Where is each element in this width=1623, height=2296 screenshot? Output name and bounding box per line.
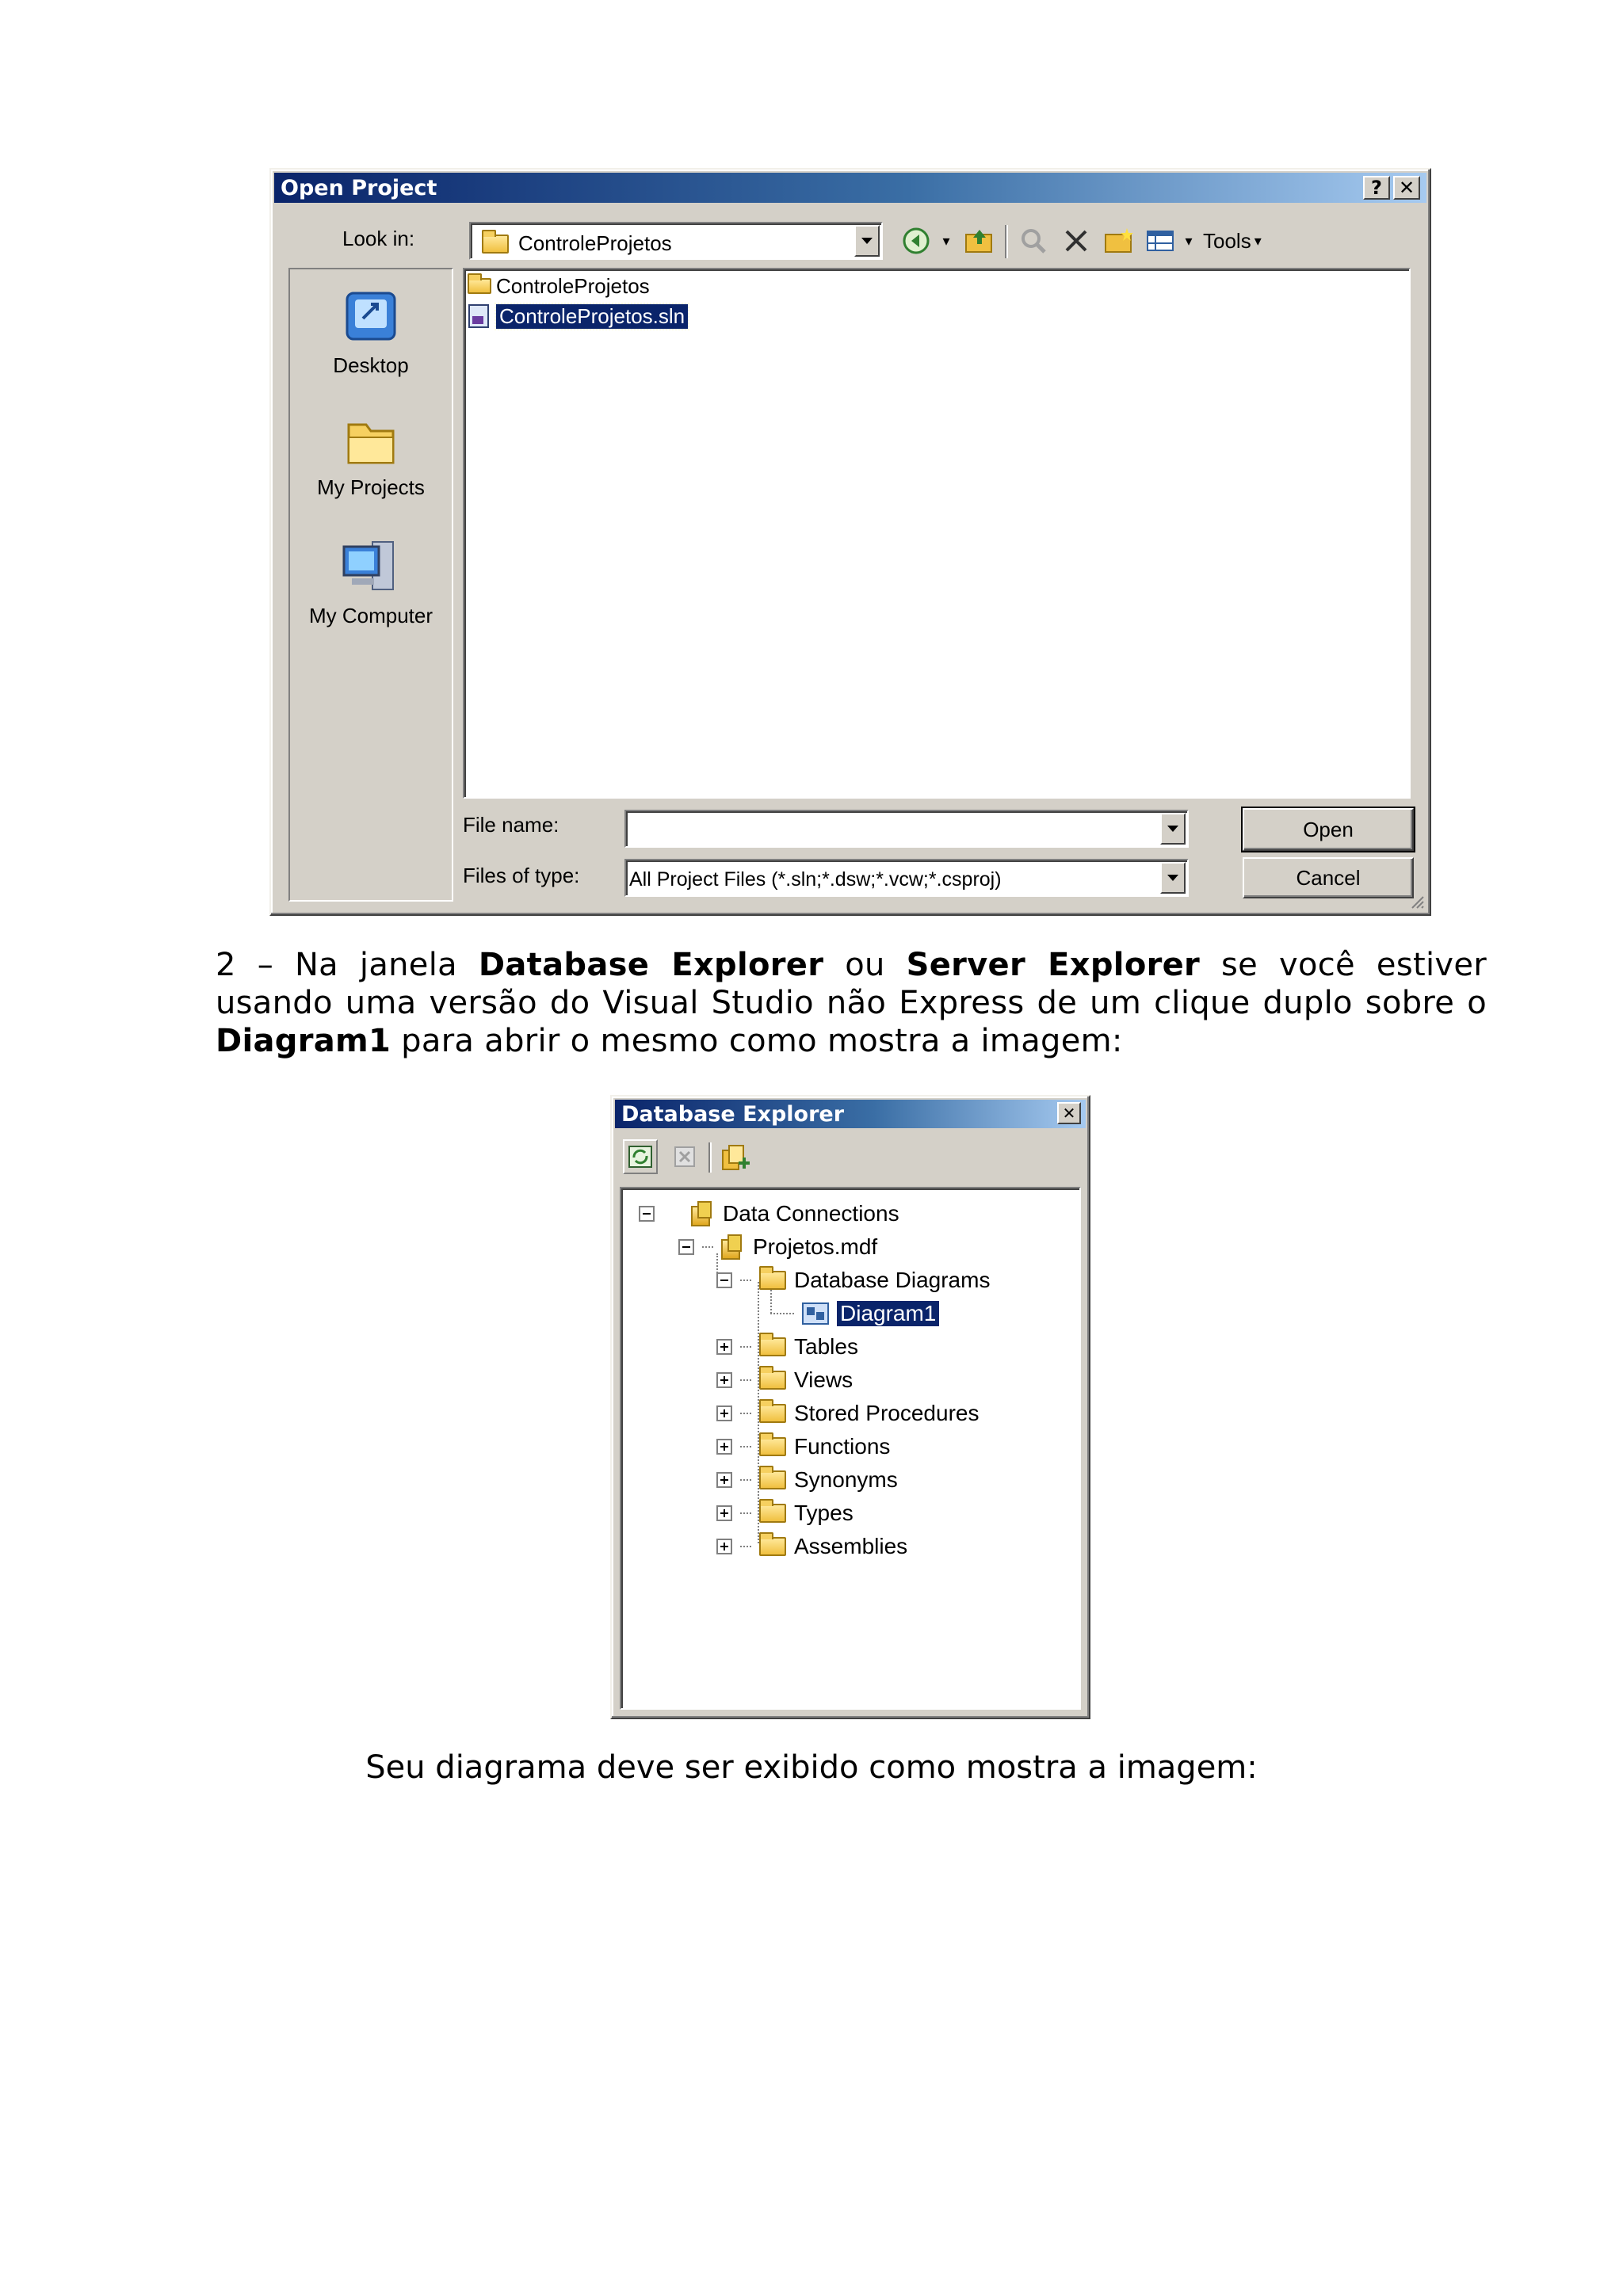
paragraph-text: ou: [823, 947, 907, 983]
tree-node-label: Data Connections: [723, 1201, 899, 1226]
connect-database-icon: [718, 1139, 753, 1174]
look-in-label: Look in:: [342, 227, 415, 250]
cancel-button-label: Cancel: [1296, 865, 1361, 890]
tree-node-types[interactable]: [716, 1497, 854, 1529]
connect-database-button[interactable]: [716, 1138, 754, 1176]
file-name-input[interactable]: [624, 810, 1189, 848]
collapse-icon[interactable]: [639, 1206, 655, 1222]
tree-node-database-diagrams[interactable]: [716, 1264, 990, 1296]
place-my-projects[interactable]: [290, 414, 452, 500]
instruction-paragraph: [216, 946, 1487, 1060]
file-item-name: ControleProjetos: [496, 273, 650, 298]
tree-node-label: Stored Procedures: [794, 1401, 980, 1425]
collapse-icon[interactable]: [716, 1272, 732, 1288]
expand-icon[interactable]: [716, 1505, 732, 1521]
diagram-icon: [802, 1302, 829, 1325]
tree-node-label: Database Diagrams: [794, 1268, 991, 1292]
paragraph-text: se você estiver usando uma versão do Visual Studio não Express de um clique duplo sobre o: [216, 947, 1487, 1021]
place-desktop[interactable]: [290, 287, 452, 378]
cancel-button[interactable]: [1243, 857, 1414, 898]
tree-node-label: Diagram1: [837, 1301, 939, 1326]
place-my-computer[interactable]: [290, 537, 452, 628]
tree-connector: [740, 1446, 751, 1447]
tree-connector: [740, 1413, 751, 1414]
tree-node-data-connections[interactable]: [639, 1198, 899, 1230]
database-icon: [721, 1234, 745, 1260]
expand-icon[interactable]: [716, 1472, 732, 1488]
new-folder-icon: [1103, 227, 1135, 255]
computer-icon: [338, 537, 404, 597]
stop-icon: [673, 1145, 697, 1169]
tools-dropdown-icon: ▾: [1254, 232, 1262, 249]
tree-connector: [740, 1379, 751, 1381]
look-in-value: ControleProjetos: [518, 231, 672, 255]
back-button[interactable]: [899, 223, 934, 258]
tree-node-label: Projetos.mdf: [753, 1234, 878, 1259]
close-button[interactable]: [1393, 176, 1420, 200]
folder-icon: [759, 1337, 786, 1356]
paragraph-bold: Database Explorer: [478, 947, 824, 983]
delete-icon: [1064, 228, 1089, 254]
file-item-name: ControleProjetos.sln: [496, 304, 688, 329]
file-list[interactable]: [463, 268, 1411, 799]
refresh-icon: [628, 1145, 653, 1169]
place-label: My Computer: [308, 604, 433, 627]
tree-node-assemblies[interactable]: [716, 1531, 907, 1562]
tree-node-label: Functions: [794, 1434, 891, 1459]
tree-node-views[interactable]: [716, 1364, 853, 1396]
views-dropdown-icon[interactable]: ▾: [1185, 232, 1193, 249]
close-icon: ✕: [1062, 1104, 1076, 1123]
file-item-solution[interactable]: [468, 303, 688, 330]
tree-node-label: Synonyms: [794, 1467, 898, 1492]
folder-icon: [482, 235, 509, 254]
tree-node-tables[interactable]: [716, 1331, 858, 1363]
open-button-label: Open: [1303, 817, 1354, 841]
place-label: My Projects: [317, 475, 425, 499]
help-button[interactable]: [1363, 176, 1390, 200]
tree-connector: [740, 1512, 751, 1514]
tree-node-functions[interactable]: [716, 1431, 890, 1463]
new-folder-button[interactable]: [1102, 223, 1136, 258]
tree-node-label: Tables: [794, 1334, 858, 1359]
tree-connector: [740, 1346, 751, 1348]
paragraph-bold: Diagram1: [216, 1023, 391, 1059]
file-name-label: File name:: [463, 813, 559, 837]
tree-node-database[interactable]: [678, 1231, 877, 1263]
tree-connector: [702, 1246, 713, 1248]
tree-node-label: Views: [794, 1367, 854, 1392]
desktop-icon: [339, 287, 403, 347]
views-button[interactable]: [1143, 223, 1178, 258]
open-button[interactable]: [1243, 808, 1414, 851]
expand-icon[interactable]: [716, 1439, 732, 1455]
panel-title: Database Explorer: [621, 1101, 845, 1127]
files-of-type-value: All Project Files (*.sln;*.dsw;*.vcw;*.csproj): [629, 868, 1002, 891]
paragraph-bold: Server Explorer: [906, 947, 1201, 983]
chevron-down-icon[interactable]: [1160, 813, 1186, 845]
folder-icon: [759, 1504, 786, 1523]
folder-icon: [468, 278, 491, 294]
expand-icon[interactable]: [716, 1372, 732, 1388]
tree-connector: [770, 1313, 794, 1314]
folder-icon: [759, 1271, 786, 1290]
delete-button[interactable]: [1059, 223, 1094, 258]
refresh-button[interactable]: [623, 1139, 658, 1174]
up-folder-button[interactable]: [962, 223, 997, 258]
tree-view[interactable]: [620, 1187, 1081, 1710]
toolbar-separator: [1005, 225, 1008, 258]
paragraph-text: 2 – Na janela: [216, 947, 479, 983]
folder-icon: [759, 1404, 786, 1423]
solution-file-icon: [468, 303, 491, 329]
caption-text: Seu diagrama deve ser exibido como mostra a imagem:: [365, 1749, 1258, 1786]
expand-icon[interactable]: [716, 1539, 732, 1554]
expand-icon[interactable]: [716, 1405, 732, 1421]
expand-icon[interactable]: [716, 1339, 732, 1355]
db-explorer-titlebar[interactable]: [615, 1100, 1086, 1128]
search-web-button[interactable]: [1016, 223, 1051, 258]
tree-connector: [740, 1280, 751, 1281]
folder-icon: [759, 1371, 786, 1390]
views-icon: [1146, 228, 1174, 254]
place-label: Desktop: [333, 353, 409, 377]
toolbar-separator: [708, 1142, 712, 1173]
tools-label: Tools: [1203, 228, 1251, 253]
back-arrow-icon: [902, 227, 930, 255]
up-folder-icon: [964, 227, 995, 255]
tree-node-diagram1[interactable]: [770, 1298, 939, 1329]
tree-node-label: Assemblies: [794, 1534, 908, 1558]
help-icon: ?: [1371, 177, 1382, 199]
collapse-icon[interactable]: [678, 1239, 694, 1255]
chevron-down-icon[interactable]: [854, 225, 880, 257]
open-project-titlebar[interactable]: [274, 173, 1426, 203]
tree-connector: [740, 1479, 751, 1481]
folder-icon: [759, 1470, 786, 1489]
folder-icon: [759, 1537, 786, 1556]
close-button[interactable]: [1057, 1102, 1081, 1124]
places-bar: [288, 268, 453, 902]
tools-menu[interactable]: [1203, 223, 1262, 258]
chevron-down-icon[interactable]: [1160, 862, 1186, 894]
tree-connector: [740, 1546, 751, 1547]
open-project-dialog: [269, 168, 1431, 916]
tree-node-label: Types: [794, 1501, 854, 1525]
look-in-dropdown[interactable]: [469, 222, 883, 260]
folder-icon: [339, 414, 403, 469]
dialog-title: Open Project: [281, 175, 437, 200]
data-connections-icon: [691, 1201, 715, 1226]
tree-node-synonyms[interactable]: [716, 1464, 898, 1496]
tree-node-stored-procedures[interactable]: [716, 1398, 979, 1429]
close-icon: ✕: [1398, 177, 1415, 199]
resize-grip-icon[interactable]: [1409, 894, 1425, 910]
folder-icon: [759, 1437, 786, 1456]
paragraph-text: para abrir o mesmo como mostra a imagem:: [391, 1023, 1123, 1059]
database-explorer-panel: [610, 1095, 1090, 1719]
search-icon: [1019, 227, 1048, 255]
files-of-type-dropdown[interactable]: [624, 859, 1189, 897]
files-of-type-label: Files of type:: [463, 864, 580, 887]
file-item-folder[interactable]: [468, 273, 650, 299]
back-dropdown-icon[interactable]: ▾: [942, 232, 950, 249]
stop-button[interactable]: [667, 1139, 702, 1174]
